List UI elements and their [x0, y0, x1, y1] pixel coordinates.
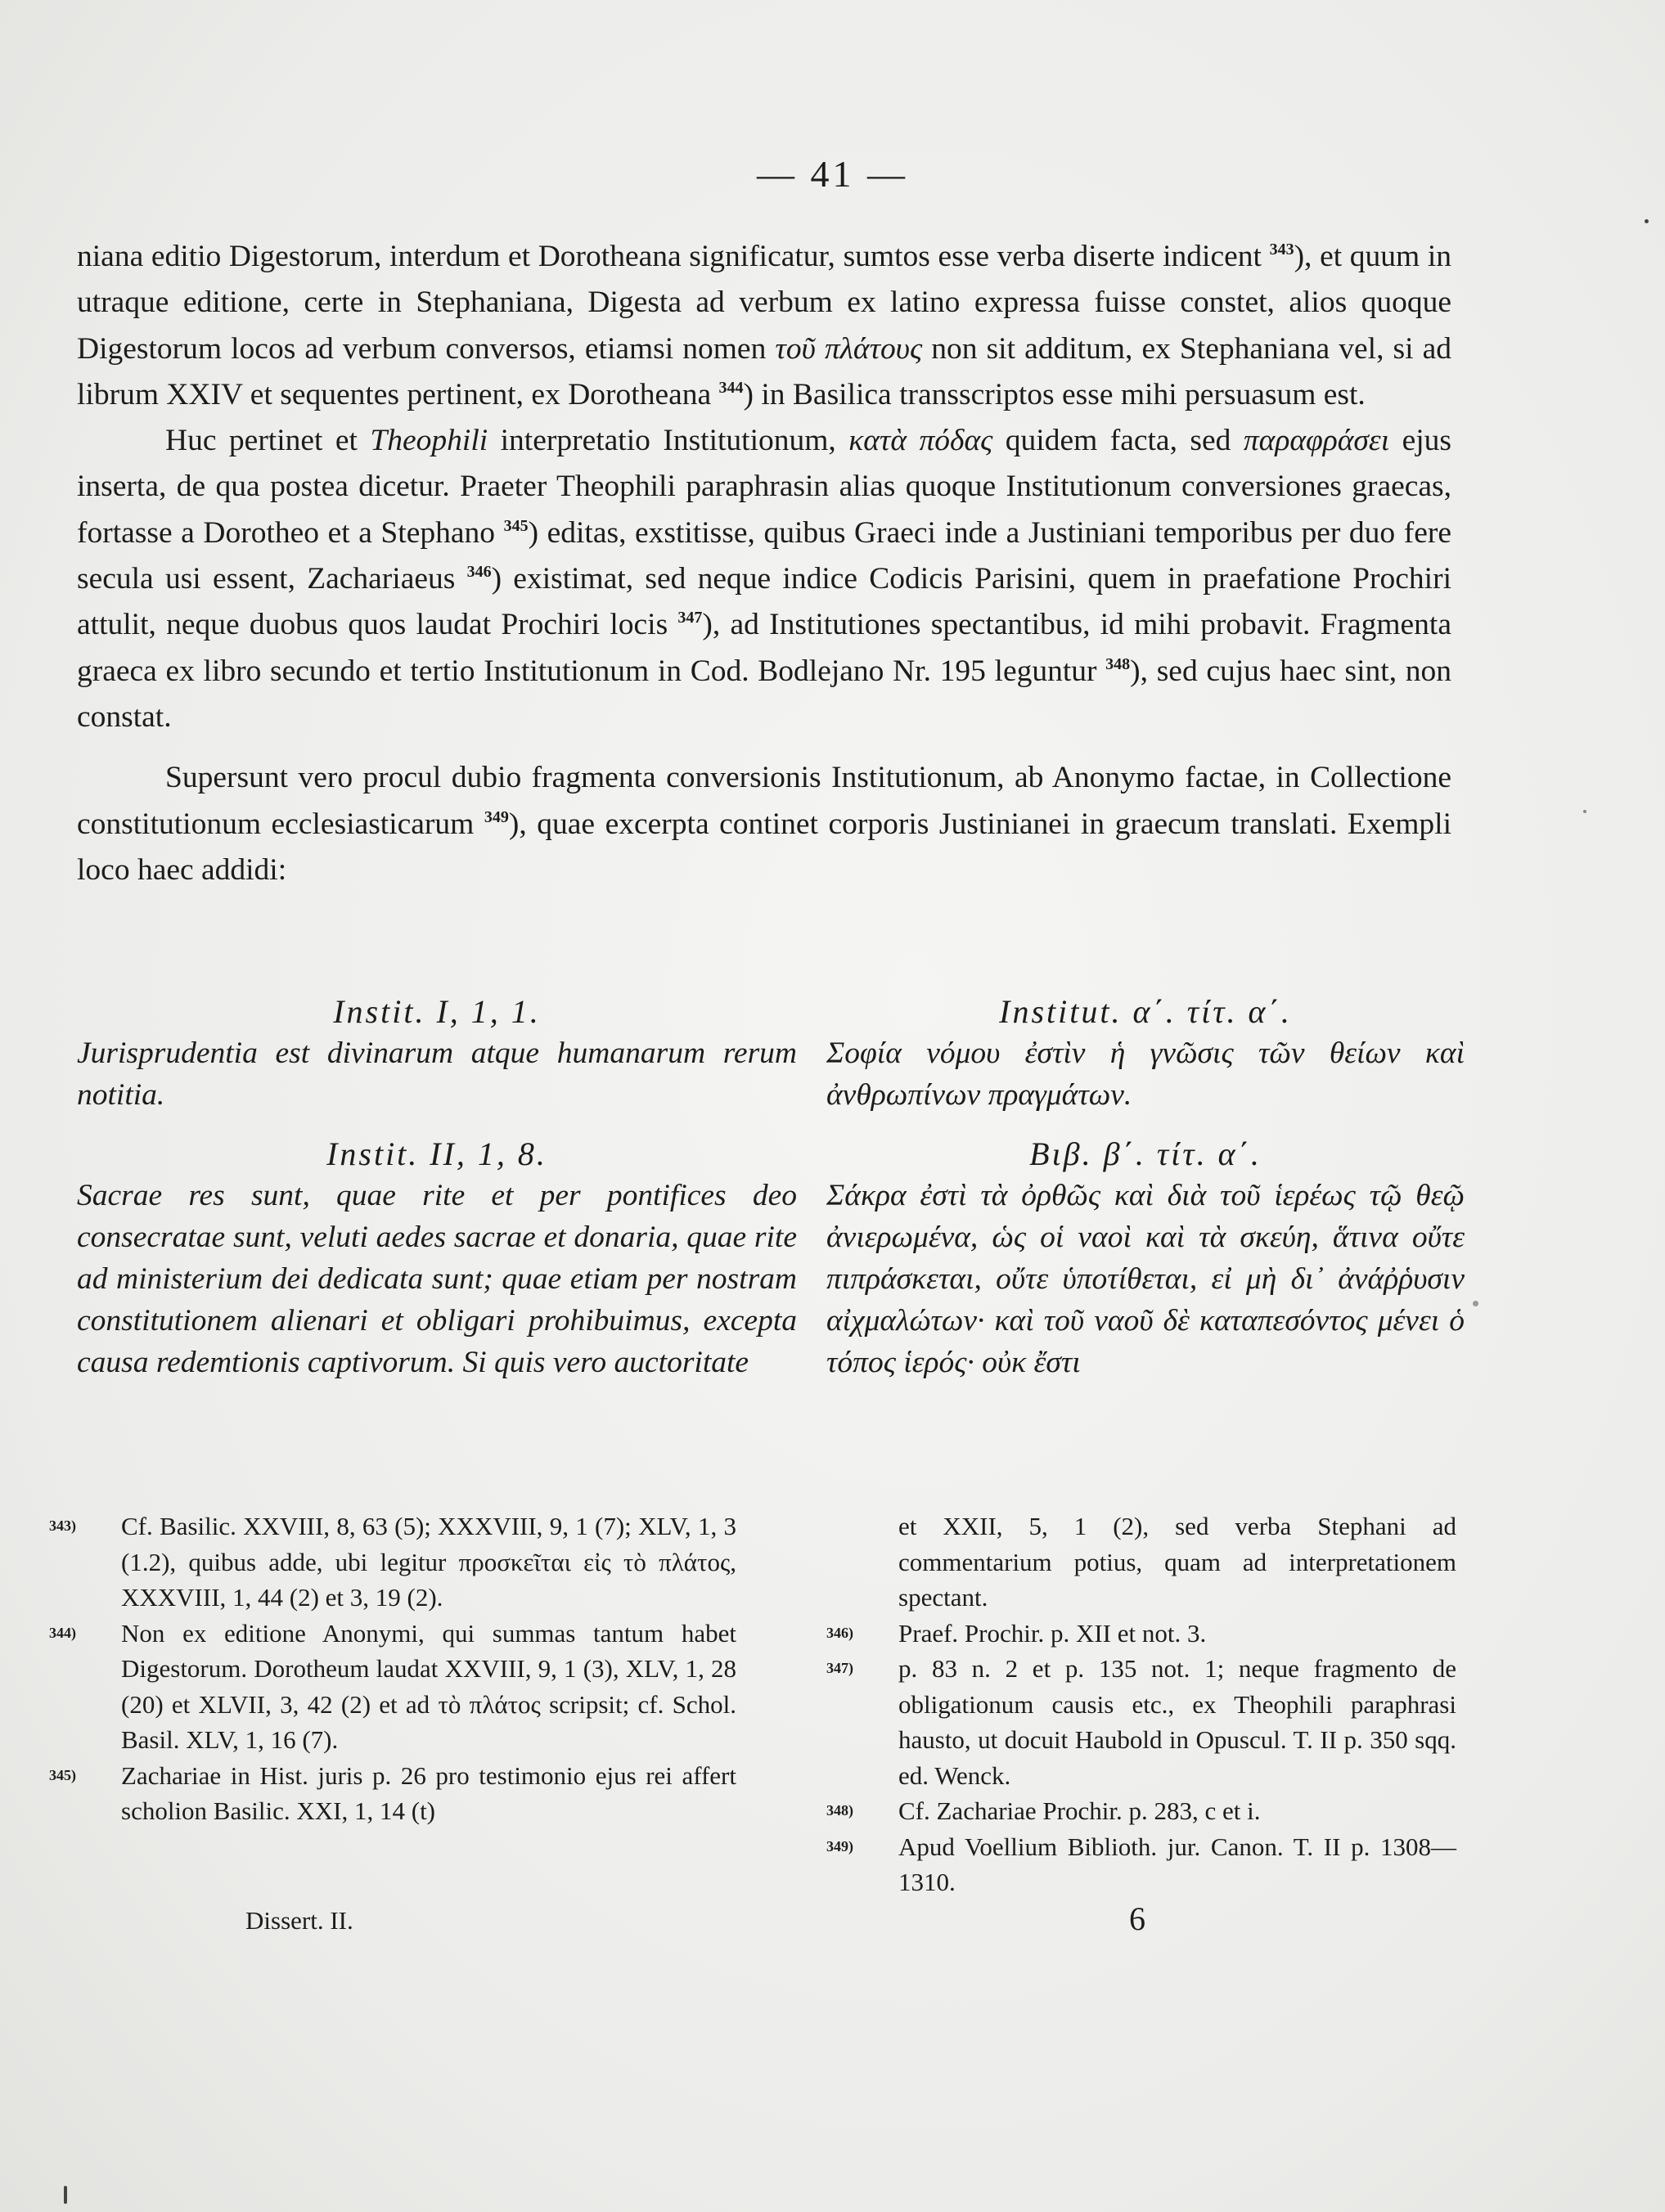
footnote-ref[interactable]: 344: [718, 378, 744, 397]
paragraph: [77, 234, 1451, 418]
italic-run: παραφράσει: [1243, 424, 1390, 458]
greek-text-1: Σοφία νόμου ἐστὶν ἡ γνῶσις τῶν θείων καὶ ἀνθρωπίνων πραγμάτων.: [826, 1036, 1465, 1112]
greek-text-2: Σάκρα ἐστὶ τὰ ὀρθῶς καὶ διὰ τοῦ ἱερέως τῷ θεῷ ἀνιερωμένα, ὡς οἱ ναοὶ καὶ τὰ σκεύη, ἅτινα οὔτε πιπράσκεται, οὔτε ὑποτίθεται, εἰ μὴ δι᾽ ἀνάῤῥυσιν αἰχμαλώτων· καὶ τοῦ ναοῦ δὲ καταπεσόντος μένει ὁ τόπος ἱερός· οὐκ ἔστι: [826, 1179, 1465, 1379]
signature-mark: Dissert. II.: [245, 1906, 353, 1935]
paragraph: [77, 418, 1451, 740]
footnote-text: Praef. Prochir. p. XII et not. 3.: [898, 1618, 1207, 1648]
sheet-number: 6: [1129, 1900, 1145, 1937]
footnote-mark: 345): [49, 1766, 76, 1783]
text-run: ) in Basilica transscriptos esse mihi persuasum est.: [743, 377, 1366, 411]
latin-text-1: Jurisprudentia est divinarum atque humanarum rerum notitia.: [77, 1036, 797, 1112]
footnote: [826, 1829, 1456, 1900]
text-run: ) existimat, sed neque indice Codicis Parisini, quem in praefatione Prochiri attulit, neque duobus quos laudat Prochiri locis: [77, 562, 1451, 642]
footnote-text: p. 83 n. 2 et p. 135 not. 1; neque fragmento de obligationum causis etc., ex Theophili paraphrasi hausto, ut docuit Haubold in Opuscul. T. II p. 350 sqq. ed. Wenck.: [898, 1654, 1456, 1790]
text-run: Supersunt vero procul dubio fragmenta conversionis Institutionum, ab Anonymo factae, in Collectione constitutionum ecclesiasticarum: [77, 761, 1451, 841]
footnote-mark: 348): [826, 1802, 853, 1819]
footnote: [49, 1616, 736, 1758]
footnote-text: Apud Voellium Biblioth. jur. Canon. T. II p. 1308—1310.: [898, 1832, 1456, 1896]
footnote-text: Cf. Basilic. XXVIII, 8, 63 (5); XXXVIII, 9, 1 (7); XLV, 1, 3 (1.2), quibus adde, ubi legitur προσκεῖται εἰς τὸ πλάτος, XXXVIII, 1, 44 (2) et 3, 19 (2).: [121, 1512, 736, 1612]
latin-column: [77, 991, 797, 1383]
italic-run: κατὰ πόδας: [848, 424, 993, 458]
text-run: interpretatio Institutionum,: [488, 424, 849, 458]
scan-speck: [64, 2186, 67, 2204]
footnote-ref[interactable]: 345: [503, 516, 529, 535]
scan-speck: [1583, 810, 1586, 813]
footnote-mark: 347): [826, 1660, 853, 1676]
footnote-ref[interactable]: 346: [466, 563, 492, 582]
footnote-text: Zachariae in Hist. juris p. 26 pro testimonio ejus rei affert scholion Basilic. XXI, 1, 14 (t): [121, 1760, 736, 1825]
main-text: [77, 234, 1451, 893]
footnote-ref[interactable]: 347: [677, 609, 703, 627]
footnote-ref[interactable]: 349: [484, 807, 509, 826]
footnote-mark: 349): [826, 1837, 853, 1855]
text-run: ejus inserta, de qua postea dicetur. Praeter Theophili paraphrasin alias quoque Institutionum conversiones graecas, fortasse a Dorotheo et a Stephano: [77, 424, 1451, 550]
footnote-ref[interactable]: 348: [1105, 654, 1131, 673]
text-run: quidem facta, sed: [992, 424, 1244, 458]
footnotes-left: [49, 1508, 736, 1829]
page-number: — 41 —: [757, 153, 908, 195]
footnote-text: Cf. Zachariae Prochir. p. 283, c et i.: [898, 1796, 1261, 1825]
footnote-text: Non ex editione Anonymi, qui summas tantum habet Digestorum. Dorotheum laudat XXVIII, 9, 1 (3), XLV, 1, 28 (20) et XLVII, 3, 42 (2) et ad τὸ πλάτος scripsit; cf. Schol. Basil. XLV, 1, 16 (7).: [121, 1618, 736, 1754]
footnote-continuation: et XXII, 5, 1 (2), sed verba Stephani ad commentarium potius, quam ad interpretationem spectant.: [898, 1512, 1456, 1612]
scan-speck: [1645, 219, 1649, 223]
greek-heading-1: Institut. α΄. τίτ. α΄.: [999, 993, 1292, 1030]
greek-column: [826, 991, 1465, 1383]
latin-heading-2: Instit. II, 1, 8.: [326, 1135, 547, 1172]
text-run: ), sed cujus haec sint, non constat.: [77, 654, 1452, 734]
scan-speck: [1473, 1301, 1478, 1306]
text-run: non sit additum, ex Stephaniana vel, si ad librum XXIV et sequentes pertinent, ex Dorotheana: [77, 331, 1452, 411]
footnote-mark: 344): [49, 1624, 76, 1641]
footnote: [826, 1793, 1456, 1829]
text-run: ), quae excerpta continet corporis Justinianei in graecum translati. Exempli loco haec addidi:: [77, 807, 1451, 887]
text-run: ), ad Institutiones spectantibus, id mihi probavit. Fragmenta graeca ex libro secundo et tertio Institutionum in Cod. Bodlejano Nr. 195 leguntur: [77, 608, 1451, 688]
text-run: niana editio Digestorum, interdum et Dorotheana significatur, sumtos esse verba diserte indicent: [77, 240, 1270, 273]
footnote-mark: 346): [826, 1624, 853, 1641]
latin-heading-1: Instit. I, 1, 1.: [333, 993, 541, 1030]
text-run: ), et quum in utraque editione, certe in Stephaniana, Digesta ad verbum ex latino expressa fuisse constet, alios quoque Digestorum locos ad verbum conversos, etiamsi nomen: [77, 240, 1452, 366]
italic-run: Theophili: [370, 424, 488, 458]
paragraph: [77, 755, 1451, 893]
footnotes-right: [826, 1508, 1456, 1900]
footnote-ref[interactable]: 343: [1269, 241, 1294, 259]
greek-heading-2: Βιβ. β΄. τίτ. α΄.: [1029, 1135, 1262, 1172]
latin-text-2: Sacrae res sunt, quae rite et per pontifices deo consecratae sunt, veluti aedes sacrae et donaria, quae rite ad ministerium dei dedicata sunt; quae etiam per nostram constitutionem alienari et obligari prohibuimus, excepta causa redemtionis captivorum. Si quis vero auctoritate: [77, 1179, 797, 1379]
footnote: [826, 1616, 1456, 1652]
footnote: [826, 1651, 1456, 1793]
text-run: ) editas, exstitisse, quibus Graeci inde a Justiniani temporibus per duo fere secula usi essent, Zachariaeus: [77, 515, 1451, 596]
footnote-mark: 343): [49, 1517, 76, 1534]
footnote: [49, 1508, 736, 1616]
text-run: Huc pertinet et: [165, 424, 371, 458]
italic-run: τοῦ πλάτους: [775, 331, 923, 366]
footnote: [49, 1758, 736, 1829]
